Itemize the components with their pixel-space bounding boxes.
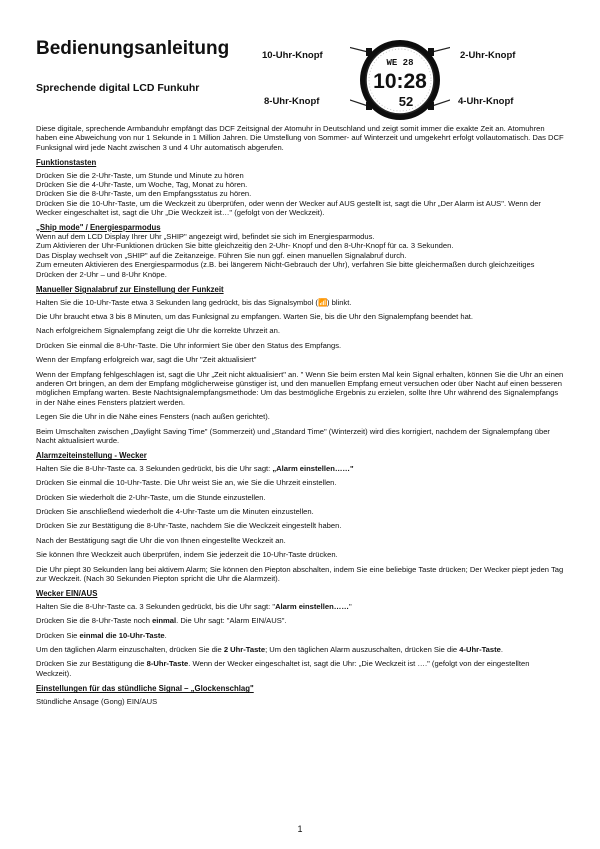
- paragraph: [36, 616, 564, 625]
- knob-2-label: 2-Uhr-Knopf: [460, 50, 516, 61]
- knob-8-label: 8-Uhr-Knopf: [264, 96, 320, 107]
- section-heading-ship-mode: „Ship mode" / Energiesparmodus: [36, 222, 161, 232]
- paragraph: [36, 645, 564, 654]
- list-item: Zum erneuten Aktivieren des Energiesparmodus (z.B. bei längerem Nicht-Gebrauch der Uhr), verfahren Sie bitte gleichermaßen durch gleichzeitiges Drücken der 2-Uhr – und 8-Uhr Knöpe.: [36, 260, 535, 279]
- watch-display-top: WE 28: [386, 58, 414, 68]
- text-span: Um den täglichen Alarm einzuschalten, drücken Sie die: [36, 645, 224, 655]
- paragraph: Stündliche Ansage (Gong) EIN/AUS: [36, 696, 158, 706]
- paragraph: Drücken Sie wiederholt die 2-Uhr-Taste, um die Stunde einzustellen.: [36, 492, 266, 502]
- section-heading-signalabruf: Manueller Signalabruf zur Einstellung der Funkzeit: [36, 285, 224, 295]
- paragraph: Die Uhr braucht etwa 3 bis 8 Minuten, um das Funksignal zu empfangen. Warten Sie, bis die Uhr den Signalempfang beendet hat.: [36, 311, 474, 321]
- text-span: ) blinkt.: [326, 297, 352, 307]
- watch-display-time: 10:28: [373, 70, 427, 93]
- list-item: Drücken Sie die 2-Uhr-Taste, um Stunde und Minute zu hören: [36, 170, 244, 180]
- text-span: 2 Uhr-Taste: [223, 645, 266, 655]
- paragraph: Nach der Bestätigung sagt die Uhr die von Ihnen eingestellte Weckzeit an.: [36, 535, 286, 545]
- page-subtitle: Sprechende digital LCD Funkuhr: [36, 82, 200, 94]
- text-span: Halten Sie die 10-Uhr-Taste etwa 3 Sekunden lang gedrückt, bis das Signalsymbol (: [36, 297, 318, 307]
- paragraph: Die Uhr piept 30 Sekunden lang bei aktivem Alarm; Sie können den Piepton abschalten, indem Sie eine beliebige Taste drücken; Der Wecker piept jeden Tag zur Weckzeit. (Nach 30 Sekunden Piepton spricht die Uhr die Alarmzeit).: [36, 564, 564, 584]
- signal-icon: 📶: [317, 297, 328, 307]
- text-span: einmal: [152, 616, 177, 626]
- text-span: .: [500, 645, 503, 655]
- section-heading-glockenschlag: Einstellungen für das stündliche Signal – „Glockenschlag": [36, 684, 254, 694]
- text-span: . Die Uhr sagt: "Alarm EIN/AUS".: [176, 616, 287, 626]
- text-span: Halten Sie die 8-Uhr-Taste ca. 3 Sekunden gedrückt, bis die Uhr sagt:: [36, 463, 273, 473]
- paragraph: [36, 298, 564, 307]
- paragraph: Sie können Ihre Weckzeit auch überprüfen, indem Sie jederzeit die 10-Uhr-Taste drücken.: [36, 550, 338, 560]
- text-span: „Alarm einstellen……": [272, 463, 354, 473]
- page-number: 1: [297, 824, 303, 834]
- text-span: Alarm einstellen……: [275, 601, 349, 611]
- section-heading-funktionstasten: Funktionstasten: [36, 158, 97, 168]
- list-item: Zum Aktivieren der Uhr-Funktionen drücken Sie bitte gleichzeitig den 2-Uhr- Knopf und den 8-Uhr-Knopf für ca. 3 Sekunden.: [36, 241, 454, 251]
- paragraph: [36, 464, 564, 473]
- text-span: Halten Sie die 8-Uhr-Taste ca. 3 Sekunden gedrückt, bis die Uhr sagt: ": [36, 601, 276, 611]
- watch-display-bottom: 52: [398, 94, 414, 109]
- paragraph: [36, 631, 564, 640]
- section-heading-wecker-ein-aus: Wecker EIN/AUS: [36, 589, 98, 599]
- section-heading-alarmzeit: Alarmzeiteinstellung - Wecker: [36, 451, 147, 461]
- paragraph: [36, 659, 564, 678]
- list-item: Das Display wechselt von „SHIP" auf die Zeitanzeige. Führen Sie nun ggf. einen manuellen Signalabruf durch.: [36, 250, 407, 260]
- text-span: Drücken Sie: [36, 630, 80, 640]
- watch-illustration: [350, 30, 450, 130]
- text-span: Drücken Sie zur Bestätigung die: [36, 659, 147, 669]
- paragraph: Drücken Sie einmal die 8-Uhr-Taste. Die Uhr informiert Sie über den Status des Empfangs.: [36, 340, 342, 350]
- paragraph: Legen Sie die Uhr in die Nähe eines Fensters (nach außen gerichtet).: [36, 412, 270, 422]
- list-item: Drücken Sie die 10-Uhr-Taste, um die Weckzeit zu überprüfen, oder wenn der Wecker auf AUS gestellt ist, sagt die Uhr „Der Alarm ist AUS". Wenn der Wecker eingeschaltet ist, sagt die Uhr „Die Weckzeit ist…" (gefolgt von der Weckzeit).: [36, 198, 541, 218]
- paragraph: Drücken Sie zur Bestätigung die 8-Uhr-Taste, nachdem Sie die Weckzeit eingestellt haben.: [36, 521, 342, 531]
- paragraph: Wenn der Empfang erfolgreich war, sagt die Uhr "Zeit aktualisiert": [36, 355, 257, 365]
- list-item: Drücken Sie die 4-Uhr-Taste, um Woche, Tag, Monat zu hören.: [36, 180, 248, 190]
- text-span: einmal die 10-Uhr-Taste: [79, 630, 165, 640]
- paragraph: Beim Umschalten zwischen „Daylight Saving Time" (Sommerzeit) und „Standard Time" (Winterzeit) wird dies korrigiert, nachdem der Signalempfang über Nacht aktualisiert wurde.: [36, 426, 550, 445]
- knob-10-label: 10-Uhr-Knopf: [262, 50, 323, 61]
- text-span: .: [164, 630, 167, 640]
- text-span: ; Um den täglichen Alarm auszuschalten, drücken Sie die: [265, 645, 460, 655]
- paragraph: Nach erfolgreichem Signalempfang zeigt die Uhr die korrekte Uhrzeit an.: [36, 326, 280, 336]
- knob-4-label: 4-Uhr-Knopf: [458, 96, 514, 107]
- intro-paragraph: Diese digitale, sprechende Armbanduhr empfängt das DCF Zeitsignal der Atomuhr in Deutschland und zeigt somit immer die exakte Zeit an. Atomuhren haben eine Abweichung von nur 1 Sekunde in 1 Million Jahren. Die Umstellung von Sommer- auf Winterzeit und umgekehrt erfolgt vollautomatisch. Das DCF Funksignal wird jede Nacht zwischen 3 und 4 Uhr automatisch abgerufen.: [36, 124, 564, 152]
- list-item: Drücken Sie die 8-Uhr-Taste, um den Empfangsstatus zu hören.: [36, 189, 252, 199]
- text-span: . Wenn der Wecker eingeschaltet ist, sagt die Uhr: „Die Weckzeit ist …." (gefolgt von der eingestellten Weckzeit).: [36, 659, 530, 678]
- text-span: Drücken Sie die 8-Uhr-Taste noch: [36, 616, 153, 626]
- text-span: ": [348, 601, 352, 611]
- paragraph: [36, 602, 564, 611]
- paragraph: Wenn der Empfang fehlgeschlagen ist, sagt die Uhr „Zeit nicht aktualisiert" an. " Wenn Sie beim ersten Mal kein Signal erhalten, können Sie die Uhr an einen anderen Ort bringen, an dem der Empfang möglicherweise günstiger ist, und den manuellen Empfang erneut versuchen oder über Nacht auf einen besseren möglichen Empfang warten. Beste Nachtsignalempfangsmethode: Um das bestmögliche Ergebnis zu erzielen, sollte Ihre Uhr während des Signalempfangs in der Nähe eines Fensters platziert werden.: [36, 369, 564, 407]
- paragraph: Drücken Sie einmal die 10-Uhr-Taste. Die Uhr weist Sie an, wie Sie die Uhrzeit einstellen.: [36, 478, 337, 488]
- paragraph: Drücken Sie anschließend wiederholt die 4-Uhr-Taste um die Minuten einzustellen.: [36, 507, 314, 516]
- page-title: Bedienungsanleitung: [36, 38, 230, 59]
- text-span: 8-Uhr-Taste: [146, 659, 189, 669]
- text-span: 4-Uhr-Taste: [459, 645, 501, 655]
- manual-body: [36, 124, 564, 711]
- list-item: Wenn auf dem LCD Display Ihrer Uhr „SHIP" angezeigt wird, befindet sie sich im Energiesparmodus.: [36, 232, 375, 242]
